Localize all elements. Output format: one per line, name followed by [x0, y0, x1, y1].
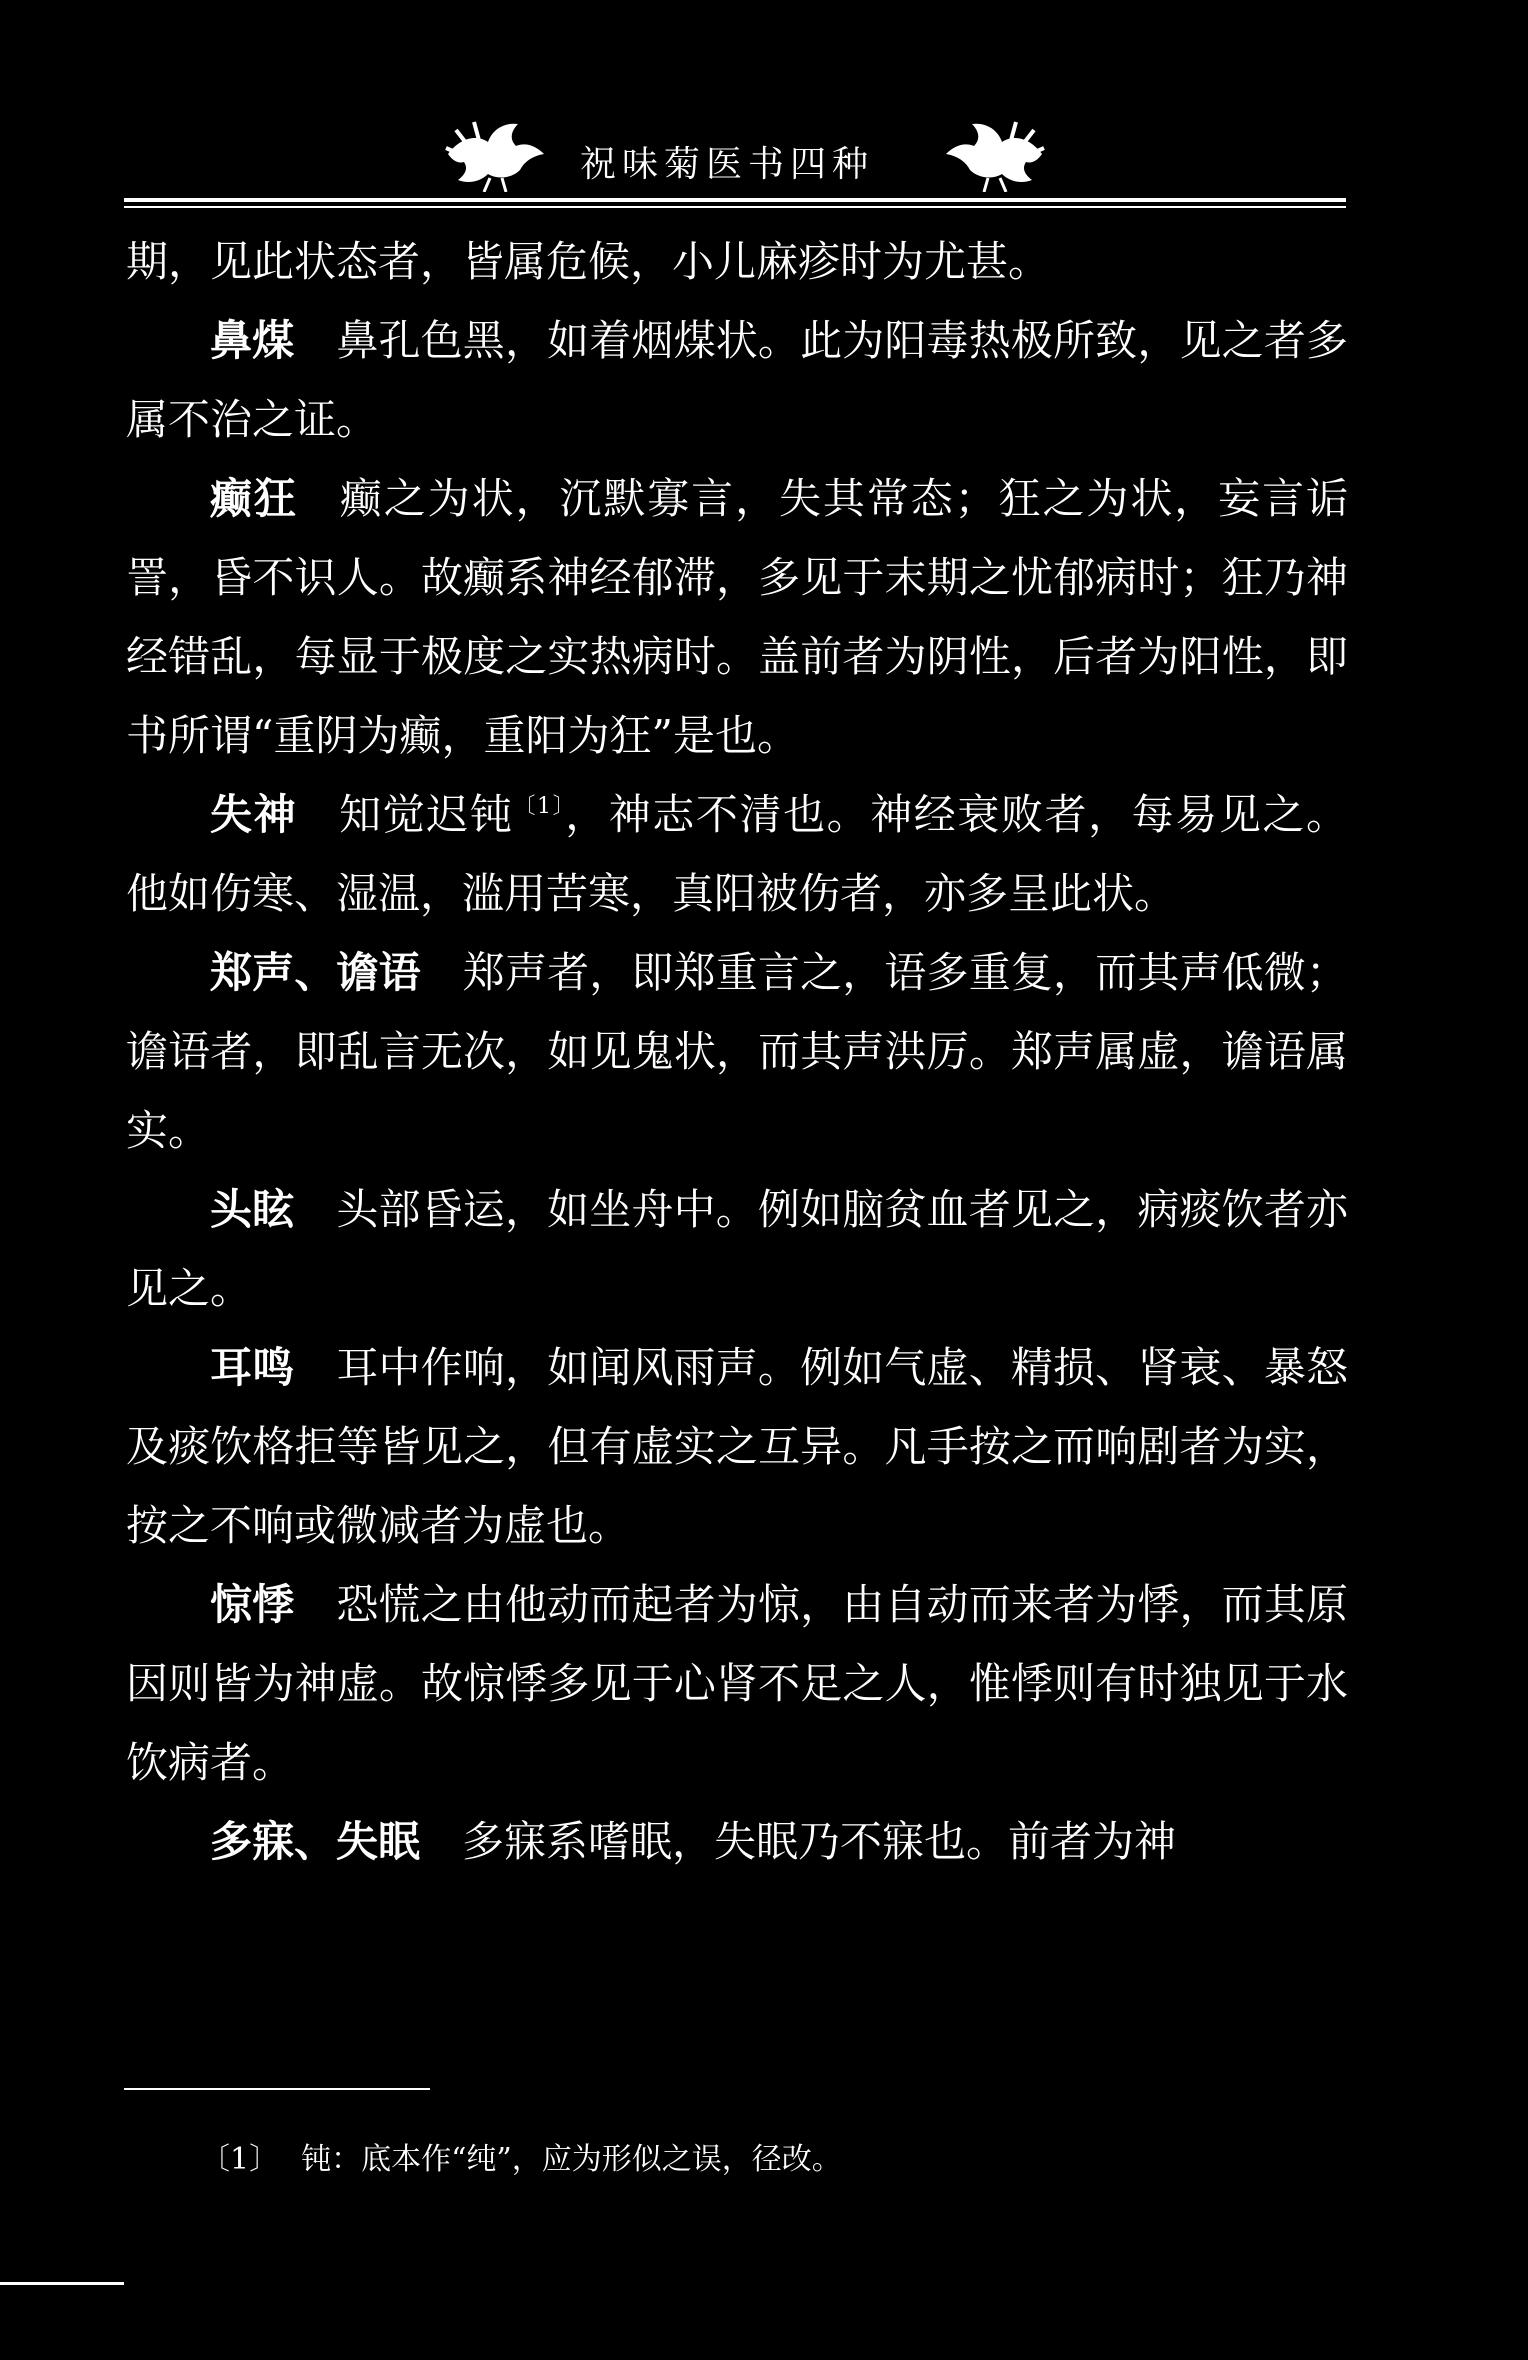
- entry-text: 郑声者，即郑重言之，语多重复，而其声低微；谵语者，即乱言无次，如见鬼状，而其声洪厉。郑声属虚，谵语属实。: [126, 948, 1348, 1155]
- entry-term: 失神: [210, 790, 298, 839]
- entry-term: 多寐、失眠: [210, 1817, 421, 1866]
- paragraph-continuation: [126, 222, 1348, 301]
- body-text: [126, 222, 1348, 1881]
- entry-term: 癫狂: [210, 474, 298, 523]
- entry-duomei-shimian: [126, 1802, 1348, 1881]
- phoenix-ornament-right-icon: [940, 108, 1050, 192]
- entry-term: 惊悸: [210, 1580, 295, 1629]
- phoenix-ornament-left-icon: [440, 108, 550, 192]
- entry-diankuang: [126, 459, 1348, 775]
- entry-text: 头部昏运，如坐舟中。例如脑贫血者见之，病痰饮者亦见之。: [126, 1185, 1348, 1313]
- header-rule-thin: [124, 206, 1346, 208]
- footnote-text: 钝：底本作“纯”，应为形似之误，径改。: [301, 2142, 842, 2177]
- footnote-mark: 〔1〕: [200, 2142, 280, 2177]
- entry-term: 耳鸣: [210, 1343, 295, 1392]
- footnote: [200, 2140, 842, 2180]
- entry-bimei: [126, 301, 1348, 459]
- entry-term: 郑声、谵语: [210, 948, 421, 997]
- entry-jingji: [126, 1565, 1348, 1802]
- page-edge-rule: [0, 2282, 124, 2285]
- entry-text: ，神志不清也。神经衰败者，每易见之。他如伤寒、湿温，滥用苦寒，真阳被伤者，亦多呈此状。: [126, 790, 1348, 918]
- header-title: 祝味菊医书四种: [580, 144, 875, 185]
- paragraph-text: 期，见此状态者，皆属危候，小儿麻疹时为尤甚。: [126, 237, 1051, 286]
- entry-text: 恐慌之由他动而起者为惊，由自动而来者为悸，而其原因则皆为神虚。故惊悸多见于心肾不足之人，惟悸则有时独见于水饮病者。: [126, 1580, 1348, 1787]
- entry-text: 鼻孔色黑，如着烟煤状。此为阳毒热极所致，见之者多属不治之证。: [126, 316, 1348, 444]
- entry-text-before-note: 知觉迟钝: [339, 790, 514, 839]
- footnote-reference[interactable]: 〔1〕: [513, 794, 566, 819]
- entry-zhengsheng-zhanyu: [126, 933, 1348, 1170]
- header-rule-thick: [124, 198, 1346, 202]
- footnote-rule: [124, 2088, 430, 2090]
- entry-erming: [126, 1328, 1348, 1565]
- entry-shishen: [126, 775, 1348, 933]
- entry-touxuan: [126, 1170, 1348, 1328]
- entry-text: 癫之为状，沉默寡言，失其常态；狂之为状，妄言诟詈，昏不识人。故癫系神经郁滞，多见于末期之忧郁病时；狂乃神经错乱，每显于极度之实热病时。盖前者为阴性，后者为阳性，即书所谓“重阴为癫，重阳为狂”是也。: [126, 474, 1348, 760]
- running-header: [0, 100, 1528, 200]
- entry-text: 多寐系嗜眠，失眠乃不寐也。前者为神: [462, 1817, 1177, 1866]
- entry-text: 耳中作响，如闻风雨声。例如气虚、精损、肾衰、暴怒及痰饮格拒等皆见之，但有虚实之互异。凡手按之而响剧者为实，按之不响或微减者为虚也。: [126, 1343, 1348, 1550]
- entry-term: 头眩: [210, 1185, 295, 1234]
- entry-term: 鼻煤: [210, 316, 295, 365]
